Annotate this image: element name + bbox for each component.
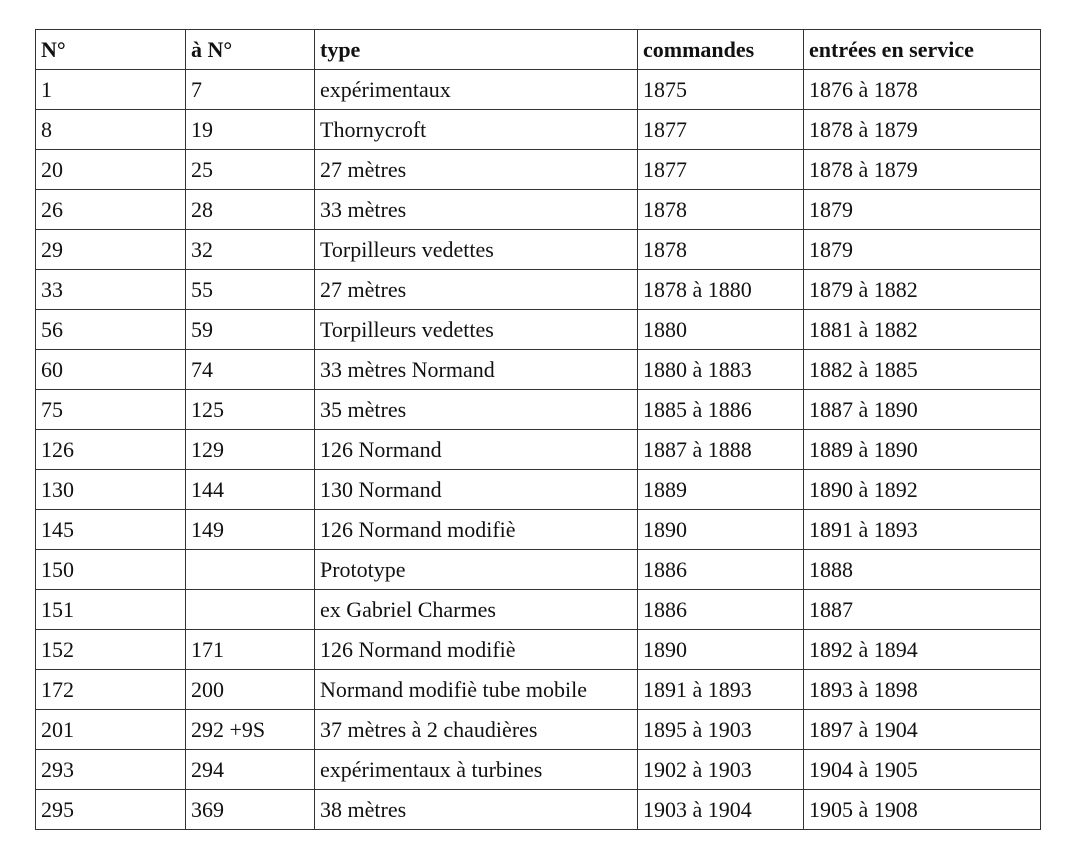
table-row <box>36 150 1041 190</box>
cell-no: 152 <box>36 630 186 670</box>
cell-to-no: 144 <box>186 470 315 510</box>
table-row <box>36 550 1041 590</box>
cell-orders: 1878 <box>638 230 804 270</box>
table-row <box>36 470 1041 510</box>
cell-type: 33 mètres Normand <box>315 350 638 390</box>
header-cell-orders: commandes <box>638 30 804 70</box>
cell-type: 27 mètres <box>315 150 638 190</box>
cell-type: 33 mètres <box>315 190 638 230</box>
cell-service-entry: 1889 à 1890 <box>804 430 1041 470</box>
cell-no: 29 <box>36 230 186 270</box>
cell-no: 150 <box>36 550 186 590</box>
table-row <box>36 750 1041 790</box>
cell-orders: 1878 à 1880 <box>638 270 804 310</box>
cell-to-no: 55 <box>186 270 315 310</box>
cell-to-no <box>186 550 315 590</box>
cell-to-no <box>186 590 315 630</box>
cell-to-no: 19 <box>186 110 315 150</box>
table-row <box>36 670 1041 710</box>
cell-no: 201 <box>36 710 186 750</box>
cell-orders: 1890 <box>638 510 804 550</box>
cell-type: Torpilleurs vedettes <box>315 230 638 270</box>
cell-service-entry: 1879 à 1882 <box>804 270 1041 310</box>
cell-type: 27 mètres <box>315 270 638 310</box>
cell-to-no: 74 <box>186 350 315 390</box>
cell-no: 126 <box>36 430 186 470</box>
cell-type: Torpilleurs vedettes <box>315 310 638 350</box>
torpedo-boat-table <box>35 29 1041 830</box>
cell-to-no: 32 <box>186 230 315 270</box>
table-row <box>36 190 1041 230</box>
cell-orders: 1878 <box>638 190 804 230</box>
cell-service-entry: 1882 à 1885 <box>804 350 1041 390</box>
table-row <box>36 310 1041 350</box>
cell-to-no: 59 <box>186 310 315 350</box>
cell-no: 26 <box>36 190 186 230</box>
table-row <box>36 790 1041 830</box>
cell-service-entry: 1897 à 1904 <box>804 710 1041 750</box>
cell-service-entry: 1879 <box>804 190 1041 230</box>
cell-orders: 1885 à 1886 <box>638 390 804 430</box>
cell-no: 8 <box>36 110 186 150</box>
cell-orders: 1903 à 1904 <box>638 790 804 830</box>
cell-orders: 1887 à 1888 <box>638 430 804 470</box>
table-row <box>36 630 1041 670</box>
cell-to-no: 171 <box>186 630 315 670</box>
cell-service-entry: 1888 <box>804 550 1041 590</box>
table-row <box>36 430 1041 470</box>
header-cell-type: type <box>315 30 638 70</box>
cell-orders: 1875 <box>638 70 804 110</box>
cell-type: 37 mètres à 2 chaudières <box>315 710 638 750</box>
cell-type: 126 Normand modifiè <box>315 510 638 550</box>
table-row <box>36 270 1041 310</box>
table-row <box>36 110 1041 150</box>
cell-no: 151 <box>36 590 186 630</box>
cell-orders: 1880 à 1883 <box>638 350 804 390</box>
cell-service-entry: 1878 à 1879 <box>804 150 1041 190</box>
cell-orders: 1895 à 1903 <box>638 710 804 750</box>
cell-orders: 1886 <box>638 550 804 590</box>
cell-type: Thornycroft <box>315 110 638 150</box>
cell-type: 126 Normand modifiè <box>315 630 638 670</box>
cell-service-entry: 1887 à 1890 <box>804 390 1041 430</box>
cell-orders: 1877 <box>638 110 804 150</box>
cell-no: 295 <box>36 790 186 830</box>
cell-no: 1 <box>36 70 186 110</box>
cell-to-no: 294 <box>186 750 315 790</box>
cell-orders: 1891 à 1893 <box>638 670 804 710</box>
table-row <box>36 590 1041 630</box>
cell-no: 293 <box>36 750 186 790</box>
cell-no: 145 <box>36 510 186 550</box>
table-row <box>36 70 1041 110</box>
cell-service-entry: 1892 à 1894 <box>804 630 1041 670</box>
cell-service-entry: 1890 à 1892 <box>804 470 1041 510</box>
cell-no: 20 <box>36 150 186 190</box>
cell-no: 75 <box>36 390 186 430</box>
table-row <box>36 390 1041 430</box>
cell-orders: 1902 à 1903 <box>638 750 804 790</box>
table-row <box>36 350 1041 390</box>
cell-to-no: 369 <box>186 790 315 830</box>
cell-to-no: 129 <box>186 430 315 470</box>
cell-type: Normand modifiè tube mobile <box>315 670 638 710</box>
cell-orders: 1880 <box>638 310 804 350</box>
cell-type: 35 mètres <box>315 390 638 430</box>
cell-service-entry: 1881 à 1882 <box>804 310 1041 350</box>
cell-to-no: 25 <box>186 150 315 190</box>
cell-to-no: 7 <box>186 70 315 110</box>
table-row <box>36 710 1041 750</box>
cell-service-entry: 1878 à 1879 <box>804 110 1041 150</box>
cell-no: 33 <box>36 270 186 310</box>
header-row <box>36 30 1041 70</box>
cell-service-entry: 1879 <box>804 230 1041 270</box>
cell-type: expérimentaux à turbines <box>315 750 638 790</box>
cell-service-entry: 1887 <box>804 590 1041 630</box>
cell-to-no: 28 <box>186 190 315 230</box>
cell-orders: 1877 <box>638 150 804 190</box>
cell-to-no: 125 <box>186 390 315 430</box>
cell-orders: 1889 <box>638 470 804 510</box>
cell-orders: 1886 <box>638 590 804 630</box>
header-cell-no: N° <box>36 30 186 70</box>
cell-service-entry: 1891 à 1893 <box>804 510 1041 550</box>
table-row <box>36 230 1041 270</box>
cell-service-entry: 1876 à 1878 <box>804 70 1041 110</box>
cell-type: Prototype <box>315 550 638 590</box>
cell-no: 130 <box>36 470 186 510</box>
cell-no: 172 <box>36 670 186 710</box>
cell-type: 126 Normand <box>315 430 638 470</box>
header-cell-service-entry: entrées en service <box>804 30 1041 70</box>
cell-type: ex Gabriel Charmes <box>315 590 638 630</box>
cell-type: 38 mètres <box>315 790 638 830</box>
cell-to-no: 149 <box>186 510 315 550</box>
table-row <box>36 510 1041 550</box>
cell-no: 60 <box>36 350 186 390</box>
cell-service-entry: 1905 à 1908 <box>804 790 1041 830</box>
cell-type: expérimentaux <box>315 70 638 110</box>
cell-to-no: 292 +9S <box>186 710 315 750</box>
cell-to-no: 200 <box>186 670 315 710</box>
cell-no: 56 <box>36 310 186 350</box>
header-cell-to-no: à N° <box>186 30 315 70</box>
cell-orders: 1890 <box>638 630 804 670</box>
table-body <box>36 70 1041 830</box>
cell-service-entry: 1893 à 1898 <box>804 670 1041 710</box>
cell-type: 130 Normand <box>315 470 638 510</box>
cell-service-entry: 1904 à 1905 <box>804 750 1041 790</box>
